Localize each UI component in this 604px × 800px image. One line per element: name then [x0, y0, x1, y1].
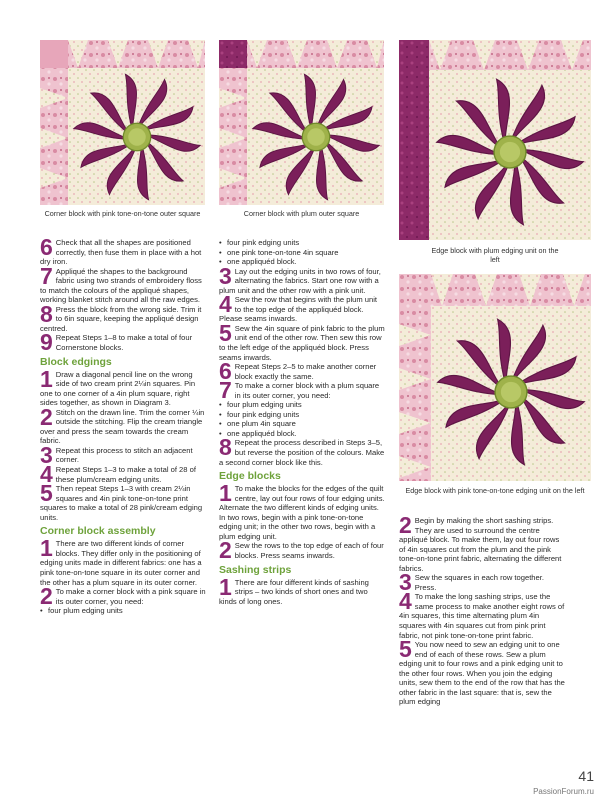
caption-edge-plum: Edge block with plum edging unit on the left [431, 246, 559, 264]
step-item: 6 Check that all the shapes are positioned correctly, then fuse them in place with a hot dry iron. [40, 234, 202, 267]
step-item: 3 Lay out the edging units in two rows of four, alternating the fabrics. Start one row with a plum unit and the other row with a pink unit. [219, 262, 381, 295]
list-item: • one appliquéd block. [219, 257, 385, 267]
page-number: 41 [578, 768, 594, 784]
quilt-photo-corner-plum [219, 40, 384, 205]
step-item: 7 Appliqué the shapes to the background fabric using two strands of embroidery floss to match the colours of the appliqué shapes, working blanket stitch around all the raw edges. [40, 262, 202, 305]
heading-edge-blocks: Edge blocks [219, 470, 281, 483]
step-item: 5 Sew the 4in square of pink fabric to the plum unit end of the other row. Then sew this row to the left edge of the appliquéd block. Press seams inwards. [219, 319, 385, 362]
list-item: • one appliquéd block. [219, 429, 385, 439]
caption-edge-pink: Edge block with pink tone-on-tone edging unit on the left [405, 486, 585, 495]
list-item: • four pink edging units [219, 238, 385, 248]
step-item: 2 To make a corner block with a pink square in its outer corner, you need: [40, 583, 206, 610]
step-item: 6 Repeat Steps 2–5 to make another corner block exactly the same. [219, 358, 377, 385]
column-3 [399, 512, 567, 707]
column-1 [40, 234, 206, 616]
list-item: • one pink tone-on-tone 4in square [219, 248, 385, 258]
bullet-list [219, 400, 385, 438]
step-item: 1 There are four different kinds of sashing strips – two kinds of short ones and two kinds of long ones. [219, 573, 369, 606]
caption-corner-pink: Corner block with pink tone-on-tone outer square [44, 209, 201, 218]
step-item: 3 Sew the squares in each row together. Press. [399, 569, 544, 596]
list-item: • four plum edging units [40, 606, 206, 616]
step-item: 5 Then repeat Steps 1–3 with cream 2¼in squares and 4in pink tone-on-tone print squares to make a total of 28 pink/cream edging units. [40, 480, 203, 522]
caption-corner-plum: Corner block with plum outer square [243, 209, 360, 218]
step-item: 3 Repeat this process to stitch an adjacent corner. [40, 441, 193, 468]
list-item: • four pink edging units [219, 410, 385, 420]
heading-block-edgings: Block edgings [40, 355, 112, 368]
step-item: 5 You now need to sew an edging unit to one end of each of these rows. Sew a plum edging unit to four rows and a pink edging unit to the other four rows. When you join the edging units, sew them to the end of the row that has the other fabric in the last square: that is, sew the plum edging [399, 636, 565, 707]
step-item: 2 Sew the rows to the top edge of each of four blocks. Press seams inwards. [219, 537, 384, 564]
step-item: 7 To make a corner block with a plum square in its outer corner, you need: [219, 377, 380, 404]
quilt-photo-corner-pink [40, 40, 205, 205]
step-item: 1 To make the blocks for the edges of the quilt centre, lay out four rows of four edging units. Alternate the two different kinds of edging units. In two rows, begin with a pink tone-on-tone edging unit; in the other two rows, begin with a plum edging unit. [219, 480, 385, 541]
step-item: 2 Begin by making the short sashing strips. They are used to surround the centre appliqué block. To make them, lay out four rows of 4in squares cut from the plum and the pink tone-on-tone print fabric, alternating the different fabrics. [399, 512, 562, 573]
list-item: • four plum edging units [219, 400, 385, 410]
heading-corner-block-assembly: Corner block assembly [40, 525, 156, 538]
column-2 [219, 238, 385, 606]
step-item: 4 Sew the row that begins with the plum unit to the top edge of the appliquéd block. Please seams inwards. [219, 291, 378, 324]
step-item: 1 There are two different kinds of corner blocks. They differ only in the positioning of edging units made in different fabrics: one has a pink tone-on-tone square in its outer corner and the other has a plum square in its outer corner. [40, 535, 202, 587]
watermark: PassionForum.ru [533, 787, 594, 796]
step-item: 8 Press the block from the wrong side. Trim it to 6in square, keeping the appliqué design centred. [40, 300, 202, 333]
step-item: 1 Draw a diagonal pencil line on the wrong side of two cream print 2¼in squares. Pin one to one corner of a 4in plum square, right sides together, as shown in Diagram 3. [40, 365, 196, 408]
step-item: 4 Repeat Steps 1–3 to make a total of 28 of these plum/cream edging units. [40, 461, 196, 488]
bullet-list [40, 606, 206, 616]
quilt-photo-edge-pink [399, 274, 591, 481]
bullet-list [219, 238, 385, 267]
step-item: 8 Repeat the process described in Steps 3–5, but reverse the position of the colours. Make a second corner block like this. [219, 434, 385, 467]
step-item: 4 To make the long sashing strips, use the same process to make another eight rows of 4in squares, this time alternating plum 4in squares with 4in squares cut from pink print fabric, not pink tone-on-tone print fabric. [399, 588, 565, 640]
quilt-photo-edge-plum [399, 40, 591, 240]
list-item: • one plum 4in square [219, 419, 385, 429]
step-item: 2 Stitch on the drawn line. Trim the corner ¼in outside the stitching. Flip the cream triangle over and press the seam towards the cream fabric. [40, 403, 205, 446]
step-item: 9 Repeat Steps 1–8 to make a total of four Cornerstone blocks. [40, 329, 193, 356]
heading-sashing-strips: Sashing strips [219, 563, 292, 576]
